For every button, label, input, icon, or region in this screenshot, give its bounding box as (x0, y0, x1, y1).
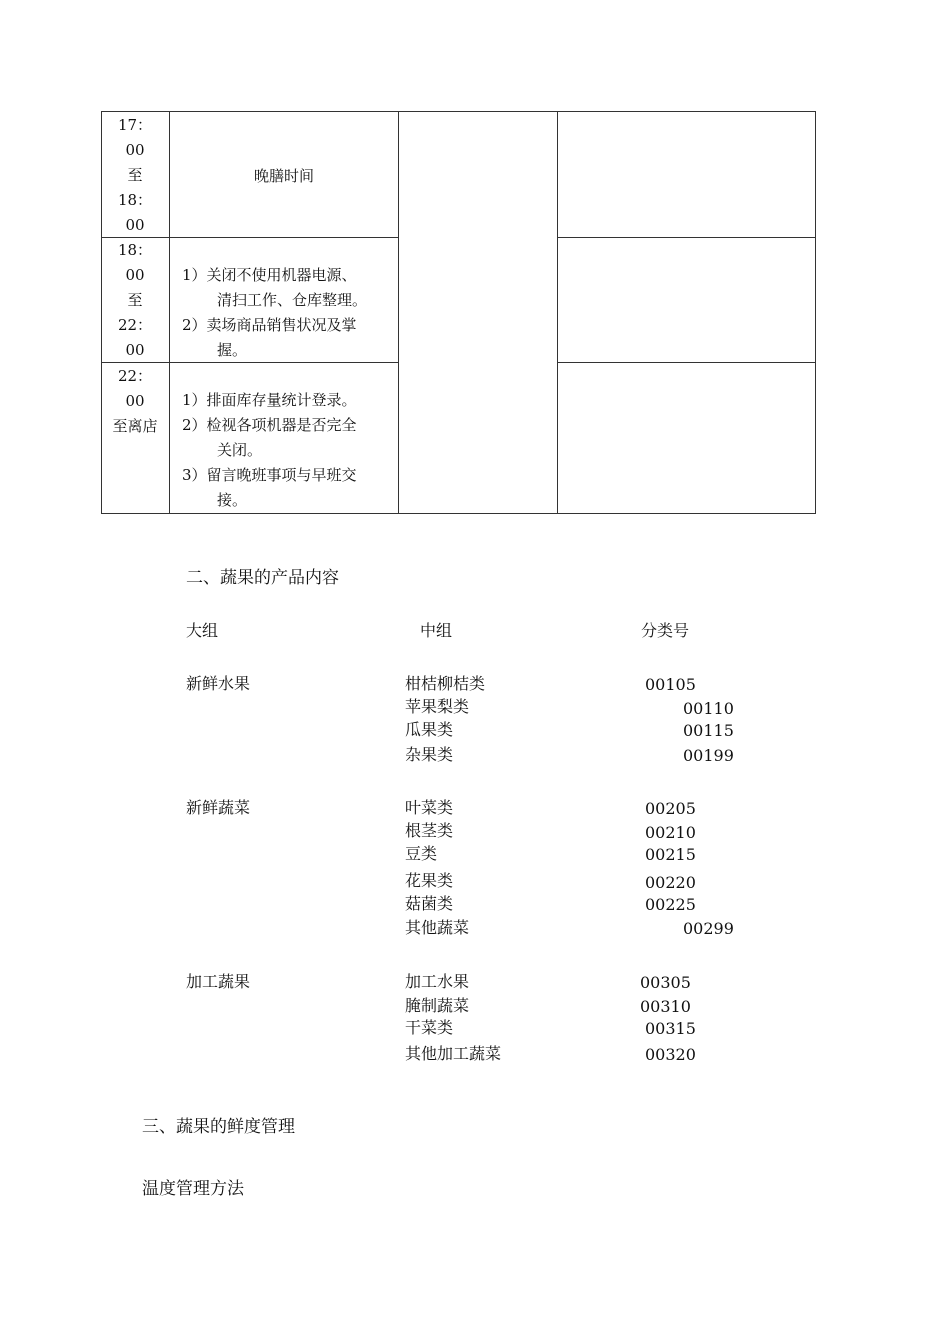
category-code: 00105 (645, 675, 696, 694)
table-row-line-2b (557, 362, 816, 363)
middle-group-item: 苹果梨类 (405, 697, 470, 716)
category-code: 00220 (645, 873, 696, 892)
task-item: 2）检视各项机器是否完全 (182, 416, 357, 434)
time-cell: 18： 00 至 22： 00 (117, 241, 153, 359)
major-group-label: 新鲜水果 (186, 674, 251, 693)
middle-group-item: 柑桔柳桔类 (405, 674, 486, 693)
table-border-right (815, 111, 816, 514)
task-item: 1）关闭不使用机器电源、 (182, 266, 357, 284)
category-code: 00110 (683, 699, 734, 718)
major-group-label: 新鲜蔬菜 (186, 798, 251, 817)
col-header-code: 分类号 (641, 621, 690, 640)
middle-group-item: 豆类 (405, 844, 438, 863)
middle-group-item: 菇菌类 (405, 894, 454, 913)
category-code: 00199 (683, 746, 734, 765)
task-title: 晚膳时间 (253, 167, 314, 185)
section-3-heading: 三、蔬果的鲜度管理 (142, 1117, 295, 1137)
middle-group-item: 叶菜类 (405, 798, 454, 817)
table-col-line-2 (398, 111, 399, 514)
table-col-line-3 (557, 111, 558, 514)
table-border-top (101, 111, 816, 112)
category-code: 00205 (645, 799, 696, 818)
category-code: 00210 (645, 823, 696, 842)
middle-group-item: 瓜果类 (405, 720, 454, 739)
category-code: 00305 (640, 973, 691, 992)
category-code: 00225 (645, 895, 696, 914)
middle-group-item: 其他蔬菜 (405, 918, 470, 937)
category-code: 00299 (683, 919, 734, 938)
task-list: 1）排面库存量统计登录。 2）检视各项机器是否完全 关闭。 3）留言晚班事项与早班交 接。 (182, 388, 357, 513)
col-header-middle: 中组 (420, 621, 453, 640)
category-code: 00115 (683, 721, 734, 740)
time-cell: 17： 00 至 18： 00 (117, 116, 153, 234)
task-item: 2）卖场商品销售状况及掌 (182, 316, 357, 334)
section-2-heading: 二、蔬果的产品内容 (186, 568, 339, 588)
major-group-label: 加工蔬果 (186, 972, 251, 991)
table-border-bottom (101, 513, 816, 514)
middle-group-item: 腌制蔬菜 (405, 996, 470, 1015)
category-code: 00315 (645, 1019, 696, 1038)
middle-group-item: 加工水果 (405, 972, 470, 991)
task-item: 1）排面库存量统计登录。 (182, 391, 357, 409)
middle-group-item: 杂果类 (405, 745, 454, 764)
section-3-subheading: 温度管理方法 (142, 1179, 244, 1199)
middle-group-item: 其他加工蔬菜 (405, 1044, 502, 1063)
middle-group-item: 花果类 (405, 871, 454, 890)
middle-group-item: 干菜类 (405, 1018, 454, 1037)
task-item: 3）留言晚班事项与早班交 (182, 466, 357, 484)
table-row-line-1b (557, 237, 816, 238)
category-code: 00310 (640, 997, 691, 1016)
category-code: 00215 (645, 845, 696, 864)
col-header-major: 大组 (186, 621, 219, 640)
time-cell: 22： 00 至离店 (112, 367, 158, 435)
category-code: 00320 (645, 1045, 696, 1064)
task-list: 1）关闭不使用机器电源、 清扫工作、仓库整理。 2）卖场商品销售状况及掌 握。 (182, 263, 367, 363)
middle-group-item: 根茎类 (405, 821, 454, 840)
